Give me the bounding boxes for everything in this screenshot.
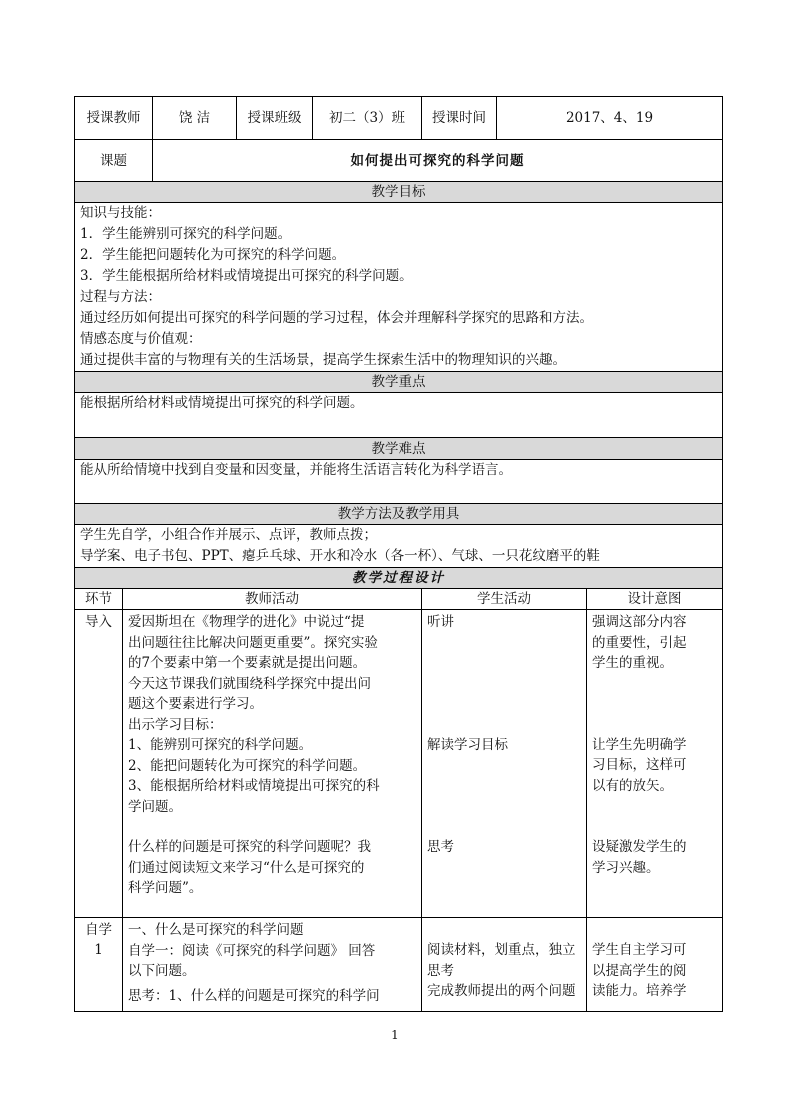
text-line: 1、能辨别可探究的科学问题。 [128,737,313,753]
objective-line: 知识与技能： [80,205,161,221]
text-line: 出问题往往比解决问题更重要”。探究实验 [128,634,378,651]
text-line: 思考 [427,839,454,855]
teacher-name: 饶 洁 [153,97,237,140]
selfstudy-student-activity [422,918,587,1012]
intro-teacher-activity [123,610,422,918]
teacher-label: 授课教师 [75,97,153,140]
text-line: 们通过阅读短文来学习“什么是可探究的 [128,859,365,876]
process-row-selfstudy [75,918,723,1012]
text-line: 以提高学生的阅 [592,962,687,979]
process-heading: 教学过程设计 [75,568,723,589]
stage-selfstudy [75,918,123,1012]
col-student: 学生活动 [422,589,587,610]
text-line: 自学 [85,922,112,938]
objective-line: 过程与方法： [80,289,161,305]
text-line: 习目标，这样可 [592,757,687,773]
col-stage: 环节 [75,589,123,610]
text-line: 爱因斯坦在《物理学的进化》中说过“提 [128,614,365,630]
text-line: 学生的重视。 [592,655,673,671]
text-line: 科学问题”。 [128,880,203,896]
text-line: 强调这部分内容 [592,614,687,630]
text-line: 3、能根据所给材料或情境提出可探究的科 [128,778,380,794]
selfstudy-teacher-activity [123,918,422,1012]
intro-student-activity [422,610,587,918]
text-line: 读能力。培养学 [592,983,687,999]
intro-design-intent [587,610,723,918]
methods-line: 学生先自学，小组合作并展示、点评，教师点拨； [80,527,377,543]
class-value: 初二（3）班 [313,97,422,140]
objective-line: 通过提供丰富的与物理有关的生活场景，提高学生探索生活中的物理知识的兴趣。 [80,352,566,368]
text-line: 今天这节课我们就围绕科学探究中提出问 [128,675,371,692]
selfstudy-design-intent [587,918,723,1012]
process-row-intro [75,610,723,918]
objectives-body [75,203,723,372]
objectives-heading: 教学目标 [75,182,723,203]
time-label: 授课时间 [422,97,497,140]
text-line: 学生自主学习可 [592,942,687,958]
topic-row [75,140,723,182]
methods-line: 导学案、电子书包、PPT、瘪乒乓球、开水和冷水（各一杯）、气球、一只花纹磨平的鞋 [80,548,600,564]
col-intent: 设计意图 [587,589,723,610]
objective-line: 情感态度与价值观： [80,331,202,347]
stage-intro: 导入 [75,610,123,918]
text-line: 的7个要素中第一个要素就是提出问题。 [128,655,367,671]
page-number: 1 [391,1028,399,1042]
text-line: 让学生先明确学 [592,736,687,753]
text-line: 学问题。 [128,798,182,815]
topic-title: 如何提出可探究的科学问题 [153,140,723,182]
difficulties-body [75,460,723,504]
header-row [75,97,723,140]
process-header-row [75,589,723,610]
class-label: 授课班级 [237,97,313,140]
lesson-plan-table [74,96,723,1012]
text-line: 解读学习目标 [427,736,508,753]
text-line: 阅读材料，划重点，独立思考 [427,942,576,979]
text-line: 题这个要素进行学习。 [128,696,263,712]
col-teacher: 教师活动 [123,589,422,610]
topic-label: 课题 [75,140,153,182]
objective-line: 3．学生能根据所给材料或情境提出可探究的科学问题。 [80,268,413,284]
text-line: 什么样的问题是可探究的科学问题呢？我 [128,839,371,855]
objective-line: 通过经历如何提出可探究的科学问题的学习过程，体会并理解科学探究的思路和方法。 [80,310,593,326]
text-line: 思考：1、什么样的问题是可探究的科学问 [128,987,380,1004]
text-line: 设疑激发学生的 [592,839,687,855]
text-line: 以下问题。 [128,963,196,979]
keypoints-text: 能根据所给材料或情境提出可探究的科学问题。 [80,395,364,411]
text-line: 出示学习目标： [128,716,223,733]
difficulties-text: 能从所给情境中找到自变量和因变量，并能将生活语言转化为科学语言。 [80,462,512,478]
text-line: 2、能把问题转化为可探究的科学问题。 [128,757,367,774]
text-line: 1 [94,942,103,958]
methods-heading: 教学方法及教学用具 [75,504,723,525]
time-value: 2017、4、19 [497,97,723,140]
text-line: 以有的放矢。 [592,777,673,794]
objective-line: 1．学生能辨别可探究的科学问题。 [80,226,292,242]
keypoints-body [75,393,723,438]
keypoints-heading: 教学重点 [75,372,723,393]
text-line: 自学一：阅读《可探究的科学问题》 回答 [128,942,376,959]
methods-body [75,525,723,568]
difficulties-heading: 教学难点 [75,438,723,460]
text-line: 完成教师提出的两个问题 [427,983,576,999]
objective-line: 2．学生能把问题转化为可探究的科学问题。 [80,247,346,263]
text-line: 的重要性，引起 [592,634,687,651]
text-line: 一、什么是可探究的科学问题 [128,922,304,938]
text-line: 学习兴趣。 [592,859,660,876]
text-line: 听讲 [427,614,454,630]
